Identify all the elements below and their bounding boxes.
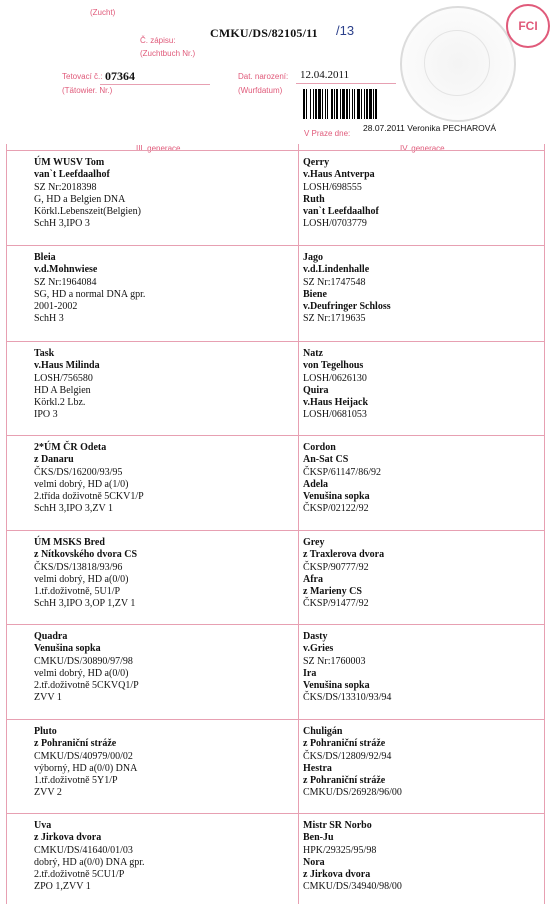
ancestor-detail-line: ČKSP/91477/92 [303, 598, 369, 610]
ancestor-name-line: Cordon [303, 442, 336, 453]
ancestor-detail-line: ZVV 2 [34, 787, 62, 799]
ancestor-gen4-cell [303, 726, 402, 800]
ancestor-name-line: v.Haus Heijack [303, 397, 369, 409]
ancestor-name-line: Biene [303, 288, 327, 300]
ancestor-name-line: Chuligán [303, 726, 343, 737]
ancestor-detail-line: IPO 3 [34, 409, 58, 421]
zucht-label: (Zucht) [90, 8, 116, 17]
ancestor-name-line: van`t Leefdaalhof [303, 206, 379, 218]
ancestor-name-line: z Pohraniční stráže [34, 738, 117, 750]
ancestor-name-line: z Pohraniční stráže [303, 738, 386, 750]
ancestor-detail-line: ČKS/DS/13310/93/94 [303, 692, 392, 704]
ancestor-gen3-cell [34, 820, 145, 894]
ancestor-detail-line: SZ Nr:2018398 [34, 181, 97, 193]
ancestor-detail-line: CMKU/DS/41640/01/03 [34, 844, 133, 856]
ancestor-name-line: v.Haus Antverpa [303, 169, 375, 181]
ancestor-detail-line: LOSH/0703779 [303, 218, 367, 230]
ancestor-detail-line: LOSH/756580 [34, 372, 93, 384]
ancestor-gen3-cell [34, 252, 145, 326]
pedigree-row [6, 813, 545, 909]
registration-suffix-handwritten: /13 [336, 23, 355, 38]
ancestor-detail-line: ČKS/DS/13818/93/96 [34, 561, 123, 573]
ancestor-name-line: v.Gries [303, 643, 334, 655]
ancestor-detail-line: ZPO 1,ZVV 1 [34, 881, 91, 893]
ancestor-name-line: z Traxlerova dvora [303, 549, 385, 561]
ancestor-name-line: Nora [303, 856, 325, 868]
ancestor-name-line: Hestra [303, 762, 332, 774]
ancestor-gen3-cell [34, 537, 137, 611]
ancestor-name-line: Venušina sopka [303, 680, 370, 692]
ancestor-name-line: Ira [303, 667, 317, 679]
ancestor-gen4-cell [303, 820, 402, 894]
ancestor-name-line: Adela [303, 478, 328, 490]
ancestor-detail-line: velmi dobrý, HD a(0/0) [34, 667, 129, 679]
ancestor-detail-line: SZ Nr:1964084 [34, 276, 97, 288]
ancestor-name-line: Ben-Ju [303, 832, 334, 844]
ancestor-detail-line: 2.třída doživotně 5CKV1/P [34, 491, 144, 503]
ancestor-gen4-cell [303, 442, 381, 516]
dob-label: Dat. narození: [238, 72, 289, 81]
ancestor-detail-line: CMKU/DS/34940/98/00 [303, 881, 402, 893]
ancestor-detail-line: ČKSP/90777/92 [303, 561, 369, 573]
ancestor-name-line: Task [34, 348, 55, 359]
ancestor-detail-line: velmi dobrý, HD a(1/0) [34, 478, 129, 490]
ancestor-detail-line: dobrý, HD a(0/0) DNA gpr. [34, 856, 145, 868]
ancestor-name-line: Uva [34, 820, 52, 831]
ancestor-detail-line: G, HD a Belgien DNA [34, 193, 126, 205]
ancestor-detail-line: velmi dobrý, HD a(0/0) [34, 573, 129, 585]
ancestor-name-line: Grey [303, 537, 325, 548]
ancestor-detail-line: SchH 3,IPO 3 [34, 218, 90, 230]
ancestor-name-line: ÚM WUSV Tom [34, 157, 105, 168]
tattoo-number: 07364 [105, 69, 135, 83]
ancestor-detail-line: ČKSP/02122/92 [303, 503, 369, 515]
ancestor-detail-line: ZVV 1 [34, 692, 62, 704]
ancestor-name-line: z Marieny CS [303, 586, 362, 598]
ancestor-name-line: Venušina sopka [34, 643, 101, 655]
header-generation-3: III. generace [136, 144, 181, 153]
ancestor-name-line: Pluto [34, 726, 57, 737]
place-date-label: V Praze dne: [304, 129, 351, 138]
ancestor-detail-line: SchH 3 [34, 313, 64, 325]
ancestor-detail-line: 1.tř.doživotně 5Y1/P [34, 775, 118, 787]
ancestor-detail-line: Körkl.2 Lbz. [34, 397, 86, 409]
issuer-signature: 28.07.2011 Veronika PECHAROVÁ [363, 123, 497, 133]
registration-label-de: (Zuchtbuch Nr.) [140, 49, 196, 58]
ancestor-detail-line: LOSH/0681053 [303, 409, 367, 421]
ancestor-detail-line: Körkl.Lebenszeit(Belgien) [34, 206, 141, 218]
ancestor-name-line: Jago [303, 252, 323, 263]
ancestor-gen3-cell [34, 726, 137, 800]
ancestor-gen4-cell [303, 157, 379, 231]
ancestor-gen3-cell [34, 157, 141, 231]
ancestor-detail-line: HPK/29325/95/98 [303, 844, 377, 856]
ancestor-name-line: Mistr SR Norbo [303, 820, 372, 831]
fci-logo-icon: FCI [506, 4, 550, 48]
ancestor-gen4-cell [303, 348, 368, 422]
ancestor-name-line: z Jirkova dvora [303, 869, 371, 881]
ancestor-gen4-cell [303, 537, 384, 611]
barcode [303, 89, 453, 119]
header-generation-4: IV. generace [400, 144, 445, 153]
ancestor-detail-line: SchH 3,IPO 3,OP 1,ZV 1 [34, 598, 136, 610]
ancestor-detail-line: SZ Nr:1719635 [303, 313, 366, 325]
ancestor-detail-line: 2.tř.doživotně 5CU1/P [34, 869, 125, 881]
ancestor-detail-line: SG, HD a normal DNA gpr. [34, 288, 146, 300]
tattoo-label-de: (Tätowier. Nr.) [62, 86, 113, 95]
ancestor-name-line: Dasty [303, 631, 328, 642]
pedigree-row [6, 719, 545, 815]
ancestor-name-line: van`t Leefdaalhof [34, 169, 110, 181]
ancestor-detail-line: SZ Nr:1747548 [303, 276, 366, 288]
ancestor-detail-line: výborný, HD a(0/0) DNA [34, 762, 138, 774]
ancestor-detail-line: 2.tř.doživotně 5CKVQ1/P [34, 680, 139, 692]
ancestor-gen4-cell [303, 631, 391, 705]
ancestor-gen4-cell [303, 252, 391, 326]
ancestor-detail-line: SchH 3,IPO 3,ZV 1 [34, 503, 113, 515]
dob-label-de: (Wurfdatum) [238, 86, 283, 95]
pedigree-row [6, 245, 545, 341]
ancestor-detail-line: LOSH/698555 [303, 181, 362, 193]
ancestor-name-line: Qerry [303, 157, 330, 168]
ancestor-detail-line: ČKSP/61147/86/92 [303, 466, 381, 478]
pedigree-row [6, 341, 545, 437]
registration-label: Č. zápisu: [140, 36, 176, 45]
ancestor-detail-line: ČKS/DS/12809/92/94 [303, 750, 392, 762]
dob-underline [296, 83, 396, 84]
pedigree-row [6, 150, 545, 246]
ancestor-name-line: Ruth [303, 193, 325, 205]
pedigree-row [6, 624, 545, 720]
ancestor-name-line: Quira [303, 384, 329, 396]
ancestor-name-line: Bleia [34, 252, 56, 263]
ancestor-name-line: An-Sat CS [303, 454, 349, 466]
ancestor-name-line: z Nítkovského dvora CS [34, 549, 138, 561]
ancestor-detail-line: ČKS/DS/16200/93/95 [34, 466, 123, 478]
ancestor-detail-line: HD A Belgien [34, 384, 91, 396]
ancestor-name-line: z Jirkova dvora [34, 832, 102, 844]
ancestor-name-line: 2*ÚM ČR Odeta [34, 442, 107, 453]
ancestor-detail-line: CMKU/DS/26928/96/00 [303, 787, 402, 799]
ancestor-detail-line: CMKU/DS/40979/00/02 [34, 750, 133, 762]
registration-number: CMKU/DS/82105/11 [210, 26, 318, 40]
ancestor-name-line: v.d.Mohnwiese [34, 264, 98, 276]
date-of-birth: 12.04.2011 [300, 69, 350, 81]
ancestor-name-line: Natz [303, 348, 323, 359]
ancestor-detail-line: LOSH/0626130 [303, 372, 367, 384]
tattoo-label: Tetovací č.: [62, 72, 103, 81]
ancestor-detail-line: SZ Nr:1760003 [303, 655, 366, 667]
ancestor-name-line: v.d.Lindenhalle [303, 264, 370, 276]
ancestor-name-line: von Tegelhous [303, 360, 364, 372]
ancestor-detail-line: CMKU/DS/30890/97/98 [34, 655, 133, 667]
ancestor-name-line: Quadra [34, 631, 68, 642]
ancestor-name-line: z Danaru [34, 454, 74, 466]
pedigree-row [6, 530, 545, 626]
ancestor-gen3-cell [34, 631, 139, 705]
ancestor-detail-line: 1.tř.doživotně, 5U1/P [34, 586, 121, 598]
ancestor-name-line: ÚM MSKS Bred [34, 537, 105, 548]
ancestor-gen3-cell [34, 348, 100, 422]
ancestor-gen3-cell [34, 442, 144, 516]
ancestor-name-line: v.Haus Milinda [34, 360, 100, 372]
ancestor-name-line: Venušina sopka [303, 491, 370, 503]
ancestor-name-line: Afra [303, 573, 323, 585]
ancestor-name-line: v.Deufringer Schloss [303, 301, 391, 313]
tattoo-underline [100, 84, 210, 85]
ancestor-detail-line: 2001-2002 [34, 301, 78, 313]
ancestor-name-line: z Pohraniční stráže [303, 775, 386, 787]
pedigree-row [6, 435, 545, 531]
